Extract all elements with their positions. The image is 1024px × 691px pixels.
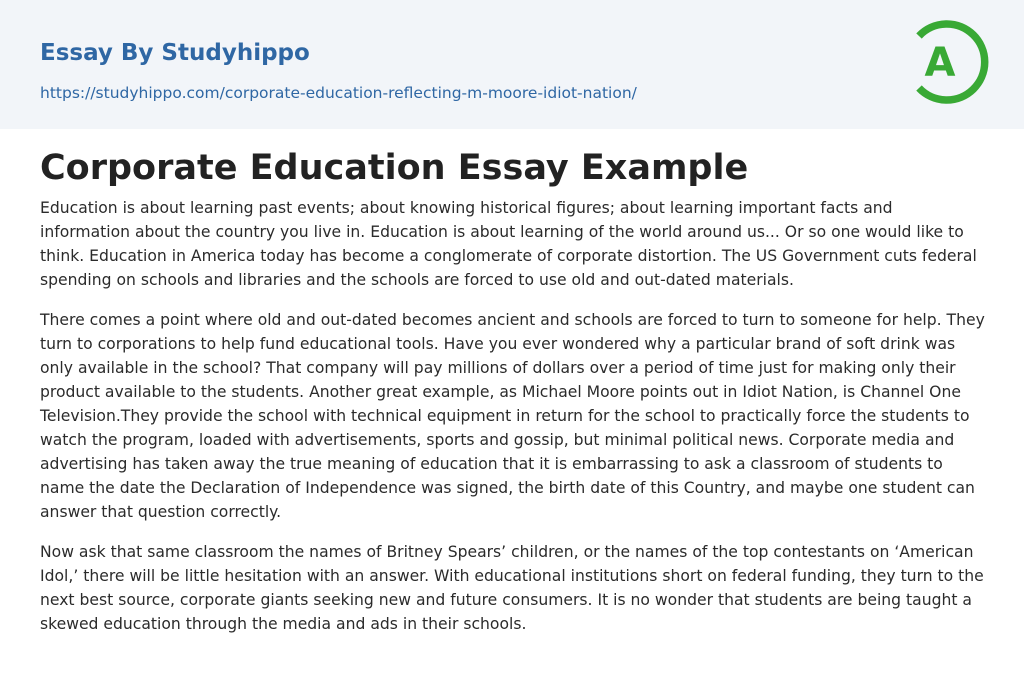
site-brand[interactable]: Essay By Studyhippo bbox=[40, 40, 310, 66]
page-title: Corporate Education Essay Example bbox=[40, 148, 749, 188]
article-paragraph: There comes a point where old and out-dated becomes ancient and schools are forced to turn to someone for help. They turn to corporations to help fund educational tools. Have you ever wondered why a particular brand of soft drink was only available in the school? That company will pay millions of dollars over a period of time just for making only their product available to the students. Another great example, as Michael Moore points out in Idiot Nation, is Channel One Television.They provide the school with technical equipment in return for the school to practically force the students to watch the program, loaded with advertisements, sports and gossip, but minimal political news. Corporate media and advertising has taken away the true meaning of education that it is embarrassing to ask a classroom of students to name the date the Declaration of Independence was signed, the birth date of this Country, and maybe one student can answer that question correctly. bbox=[40, 311, 985, 521]
article-paragraph: Now ask that same classroom the names of Britney Spears’ children, or the names of the top contestants on ‘American Idol,’ there will be little hesitation with an answer. With educational institutions short on federal funding, they turn to the next best source, corporate giants seeking new and future consumers. It is no wonder that students are being taught a skewed education through the media and ads in their schools. bbox=[40, 543, 984, 633]
article-paragraph: Education is about learning past events; about knowing historical figures; about learning important facts and information about the country you live in. Education is about learning of the world around us... Or so one would like to think. Education in America today has become a conglomerate of corporate distortion. The US Government cuts federal spending on schools and libraries and the schools are forced to use old and out-dated materials. bbox=[40, 199, 977, 289]
site-header bbox=[0, 0, 1024, 129]
logo-letter: A bbox=[924, 40, 956, 86]
source-url-link[interactable]: https://studyhippo.com/corporate-education-reflecting-m-moore-idiot-nation/ bbox=[40, 84, 637, 102]
article bbox=[40, 146, 986, 652]
studyhippo-logo-icon[interactable] bbox=[908, 18, 992, 106]
